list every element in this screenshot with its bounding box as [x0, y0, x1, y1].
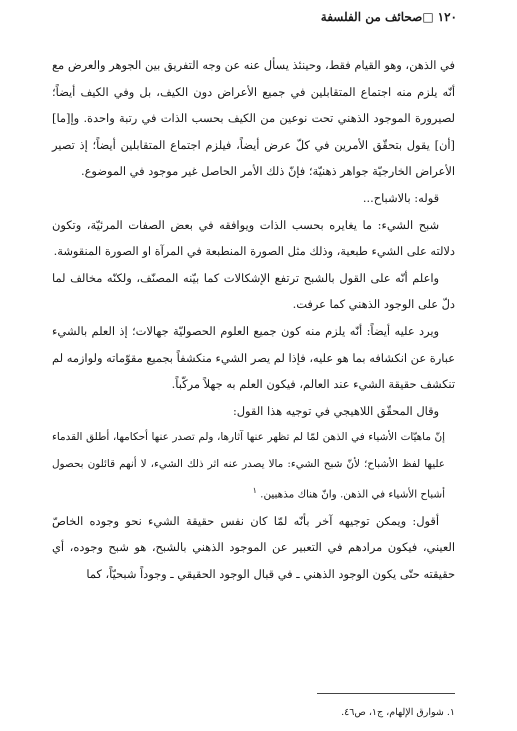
footnote-marker: ١: [252, 485, 257, 495]
paragraph-2: قوله: بالاشباح...: [362, 190, 440, 205]
book-title: صحائف من الفلسفة: [320, 10, 423, 24]
header-square-icon: □: [422, 10, 434, 24]
footnote-divider: [317, 693, 455, 694]
paragraph-6: وقال المحقّق اللاهيجي في توجيه هذا القول:: [232, 403, 440, 418]
paragraph-1: في الذهن، وهو القيام فقط، وحينئذ يسأل عنه عن وجه التفريق بين الجوهر والعرض مع أنّه يلزم منه اجتماع المتقابلين في جميع الأعراض دون الكيف، بل وفي الكيف أيضاً؛ لصيرورة الموجود الذهني تحت نوعين من الكيف بحسب الذات في رتبة واحدة. وإ[ما] [أن] يقول بتحقّق الأمرين في كلّ عرض أيضاً، فيلزم اجتماع المتقابلين أيضاً؛ إذ تصير الأعراض الخارجيّة جواهر ذهنيّة؛ فإنّ ذلك الأمر الحاصل غير موجود في الموضوع.: [52, 58, 455, 179]
page-header: [60, 10, 457, 30]
page-number: ١٢٠: [437, 10, 457, 24]
footnote: ١. شوارق الإلهام، ج١، ص٤٦.: [341, 707, 455, 718]
paragraph-3: شبح الشيء: ما يغايره بحسب الذات ويوافقه في بعض الصفات المرئيّة، وتكون دلالته على الشيء طبعية، وذلك مثل الصورة المنطبعة في المرآة او الصورة المنقوشة.: [52, 217, 455, 259]
page-body: [52, 52, 455, 587]
paragraph-5: ويرد عليه أيضاً: أنّه يلزم منه كون جميع العلوم الحصوليّة جهالات؛ إذ العلم بالشيء عبارة عن انكشافه بما هو عليه، فإذا لم يصر الشيء منكشفاً بجميع مقوّماته ولوازمه لم تنكشف حقيقة الشيء عند العالم، فيكون العلم به جهلاً مركّباً.: [52, 323, 455, 392]
block-quote: [52, 424, 455, 507]
paragraph-4: واعلم أنّه على القول بالشبح ترتفع الإشكالات كما بيّنه المصنّف، ولكنّه مخالف لما دلّ على الوجود الذهني كما عرفت.: [52, 270, 455, 312]
quote-text: إنّ ماهيّات الأشياء في الذهن لمّا لم تظهر عنها آثارها، ولم تصدر عنها أحكامها، أطلق القدماء عليها لفظ الأشباح؛ لأنّ شبح الشيء: مالا يصدر عنه اثر ذلك الشيء، لا أنهم قائلون بحصول أشباح الأشياء في الذهن. وانّ هناك مذهبين.: [52, 431, 445, 500]
paragraph-7: أقول: ويمكن توجيهه آخر بأنّه لمّا كان نفس حقيقة الشيء نحو وجوده الخاصّ العيني، فيكون مرادهم في التعبير عن الموجود الذهني بالشبح، هو شبح وجوده، أي حقيقته حتّى يكون الوجود الذهني ـ في قبال الوجود الحقيقي ـ وجوداً شبحيّاً، كما: [52, 513, 455, 581]
